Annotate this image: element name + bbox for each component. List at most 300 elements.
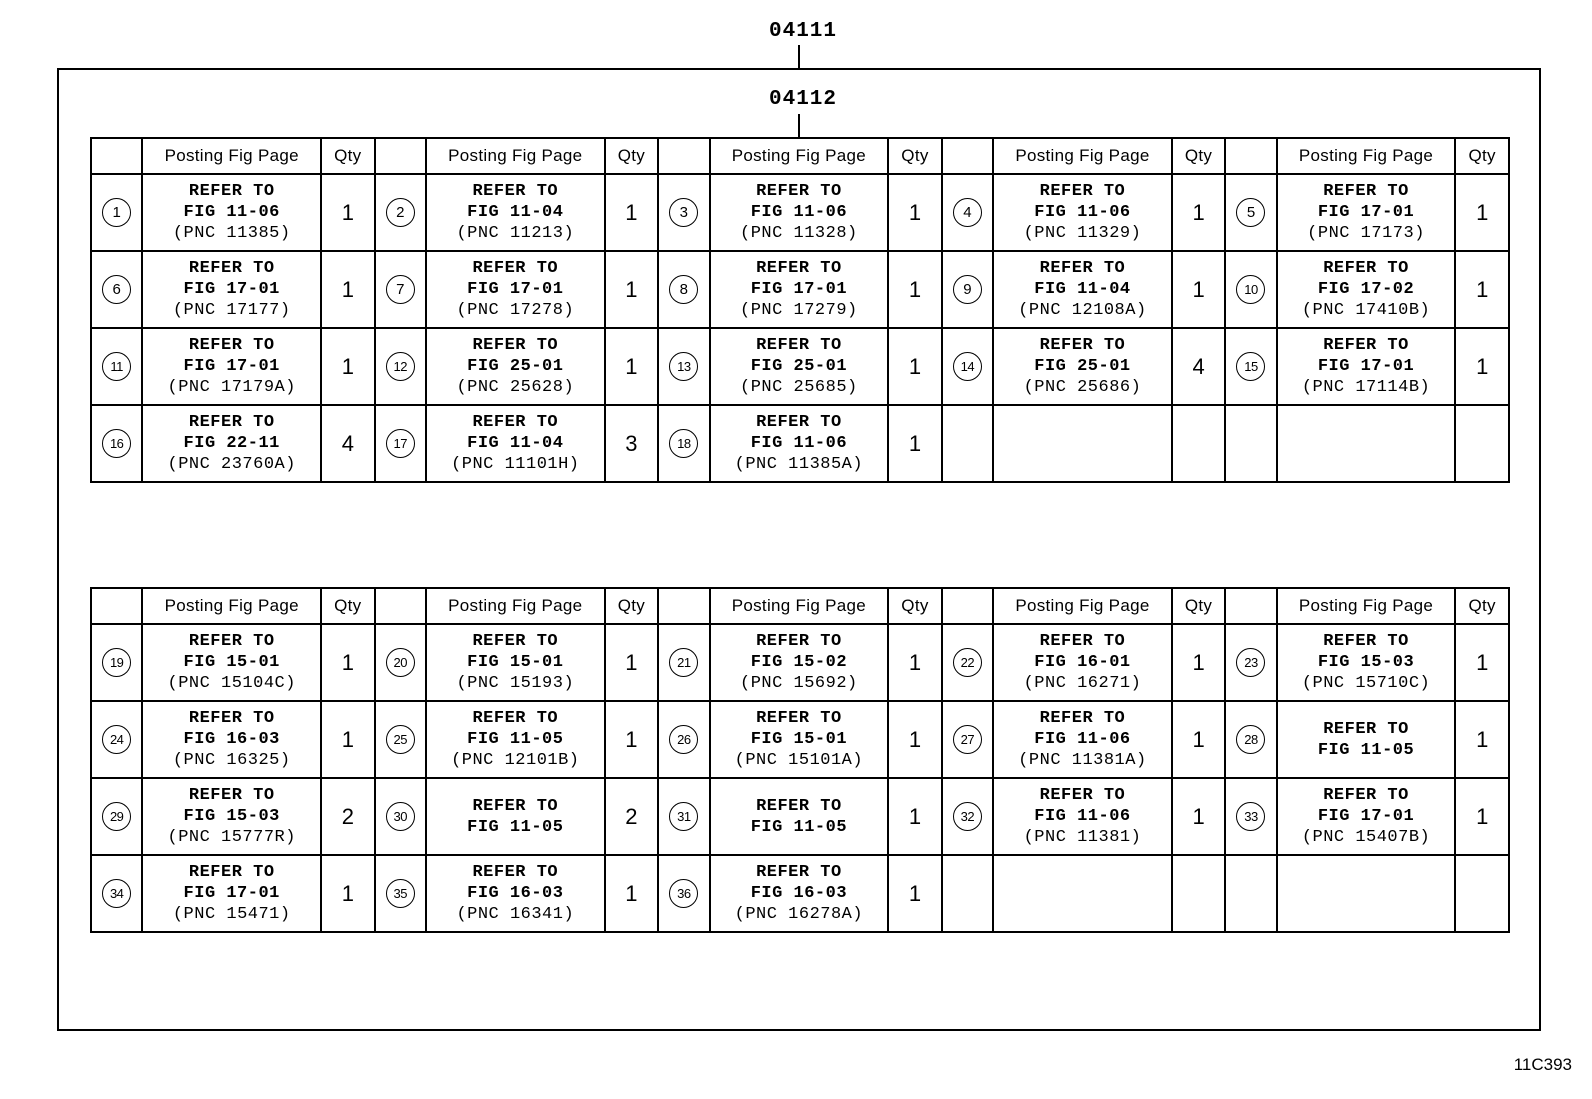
refer-to-text: REFER TO xyxy=(188,182,275,201)
refer-to-text: REFER TO xyxy=(1039,259,1126,278)
posting-ref-cell xyxy=(1277,701,1456,778)
item-number-circle: 25 xyxy=(386,725,415,754)
fig-page-text: FIG 15-03 xyxy=(183,807,280,826)
header-qty: Qty xyxy=(1455,138,1509,174)
posting-ref-cell xyxy=(142,251,321,328)
qty-value: 1 xyxy=(1192,199,1205,225)
item-number-cell xyxy=(1225,251,1276,328)
qty-value: 1 xyxy=(908,880,922,906)
refer-to-text: REFER TO xyxy=(1323,182,1409,201)
refer-to-text: REFER TO xyxy=(472,336,559,355)
pnc-text: (PNC 15104C) xyxy=(167,674,296,693)
qty-cell xyxy=(1455,701,1509,778)
item-number-circle: 18 xyxy=(669,429,698,458)
qty-cell xyxy=(1172,328,1226,405)
refer-to-text: REFER TO xyxy=(472,796,559,816)
posting-ref-cell xyxy=(993,778,1172,855)
qty-value: 2 xyxy=(625,803,638,829)
pnc-text: (PNC 11385A) xyxy=(734,455,864,474)
qty-cell xyxy=(605,855,659,932)
posting-ref-cell xyxy=(710,251,889,328)
item-number-cell xyxy=(375,855,426,932)
posting-ref-cell xyxy=(993,328,1172,405)
header-index-cell xyxy=(1225,138,1276,174)
item-number-circle: 1 xyxy=(102,198,131,227)
item-number-cell xyxy=(658,624,709,701)
item-number-circle: 4 xyxy=(953,198,982,227)
pnc-text: (PNC 15471) xyxy=(172,905,291,924)
header-qty: Qty xyxy=(1172,138,1226,174)
item-number-cell xyxy=(1225,328,1276,405)
pnc-text: (PNC 11328) xyxy=(740,224,858,243)
qty-value: 1 xyxy=(341,880,354,906)
item-number-circle: 7 xyxy=(386,275,415,304)
item-number-circle: 22 xyxy=(953,648,982,677)
qty-cell xyxy=(321,778,375,855)
posting-ref-cell xyxy=(1277,624,1456,701)
pnc-text: (PNC 17173) xyxy=(1307,224,1425,243)
header-qty: Qty xyxy=(321,138,375,174)
refer-to-text: REFER TO xyxy=(1323,786,1409,805)
fig-page-text: FIG 11-06 xyxy=(1034,730,1131,749)
fig-page-text: FIG 11-04 xyxy=(1034,280,1131,299)
fig-page-text: FIG 15-01 xyxy=(750,730,848,749)
fig-page-text: FIG 17-01 xyxy=(750,280,848,299)
posting-ref-cell xyxy=(426,624,605,701)
item-number-cell xyxy=(91,778,142,855)
parts-table-lower xyxy=(90,587,1510,933)
fig-page-text: FIG 11-05 xyxy=(467,817,564,837)
fig-page-text: FIG 17-01 xyxy=(467,280,564,299)
refer-to-text: REFER TO xyxy=(188,863,275,882)
item-number-cell xyxy=(942,405,993,482)
fig-page-text: FIG 15-01 xyxy=(467,653,564,672)
item-number-cell xyxy=(658,778,709,855)
pnc-text: (PNC 11213) xyxy=(456,224,575,243)
item-number-circle: 10 xyxy=(1236,275,1265,304)
item-number-cell xyxy=(91,174,142,251)
item-number-cell xyxy=(658,701,709,778)
posting-ref-cell xyxy=(993,855,1172,932)
header-index-cell xyxy=(1225,588,1276,624)
header-posting-fig-page: Posting Fig Page xyxy=(1277,138,1456,174)
header-qty: Qty xyxy=(888,588,942,624)
qty-value: 1 xyxy=(341,649,354,675)
fig-page-text: FIG 11-05 xyxy=(750,817,848,837)
fig-page-text: FIG 16-03 xyxy=(467,884,564,903)
posting-ref-cell xyxy=(1277,778,1456,855)
header-index-cell xyxy=(658,138,709,174)
header-index-cell xyxy=(91,588,142,624)
item-number-circle: 26 xyxy=(669,725,698,754)
qty-cell xyxy=(888,778,942,855)
qty-cell xyxy=(1172,405,1226,482)
qty-cell xyxy=(1172,174,1226,251)
header-posting-fig-page: Posting Fig Page xyxy=(142,138,321,174)
item-number-cell xyxy=(942,624,993,701)
posting-ref-cell xyxy=(993,701,1172,778)
leader-line-outer xyxy=(798,45,800,68)
qty-value: 1 xyxy=(625,880,638,906)
header-qty: Qty xyxy=(605,588,659,624)
qty-cell xyxy=(1455,855,1509,932)
item-number-circle: 5 xyxy=(1236,198,1265,227)
qty-value: 2 xyxy=(341,803,354,829)
header-index-cell xyxy=(375,588,426,624)
pnc-text: (PNC 16341) xyxy=(456,905,575,924)
pnc-text: (PNC 12101B) xyxy=(451,751,580,770)
refer-to-text: REFER TO xyxy=(756,796,842,816)
qty-value: 1 xyxy=(341,199,354,225)
item-number-circle: 29 xyxy=(102,802,131,831)
posting-ref-cell xyxy=(426,328,605,405)
pnc-text: (PNC 15692) xyxy=(740,674,858,693)
header-index-cell xyxy=(658,588,709,624)
table-row xyxy=(91,328,1509,405)
qty-value: 1 xyxy=(341,353,354,379)
qty-cell xyxy=(888,328,942,405)
item-number-cell xyxy=(942,328,993,405)
header-posting-fig-page: Posting Fig Page xyxy=(142,588,321,624)
posting-ref-cell xyxy=(426,251,605,328)
qty-cell xyxy=(321,405,375,482)
qty-value: 1 xyxy=(341,276,354,302)
qty-cell xyxy=(321,328,375,405)
fig-page-text: FIG 17-01 xyxy=(183,884,280,903)
pnc-text: (PNC 11381A) xyxy=(1018,751,1147,770)
fig-page-text: FIG 15-02 xyxy=(750,653,848,672)
refer-to-text: REFER TO xyxy=(472,259,559,278)
header-posting-fig-page: Posting Fig Page xyxy=(710,588,889,624)
posting-ref-cell xyxy=(993,251,1172,328)
posting-ref-cell xyxy=(710,624,889,701)
posting-ref-cell xyxy=(710,701,889,778)
table-row xyxy=(91,405,1509,482)
qty-value: 1 xyxy=(1476,649,1489,675)
item-number-circle: 12 xyxy=(386,352,415,381)
qty-cell xyxy=(1455,778,1509,855)
qty-value: 1 xyxy=(1476,353,1489,379)
item-number-cell xyxy=(91,855,142,932)
item-number-cell xyxy=(658,328,709,405)
item-number-circle: 8 xyxy=(669,275,698,304)
pnc-text: (PNC 12108A) xyxy=(1018,301,1147,320)
table-row xyxy=(91,701,1509,778)
pnc-text: (PNC 11385) xyxy=(172,224,291,243)
pnc-text: (PNC 11329) xyxy=(1023,224,1142,243)
fig-page-text: FIG 17-01 xyxy=(1317,357,1415,376)
table-row xyxy=(91,855,1509,932)
fig-page-text: FIG 11-04 xyxy=(467,203,564,222)
item-number-cell xyxy=(91,251,142,328)
fig-page-text: FIG 15-01 xyxy=(183,653,280,672)
header-row xyxy=(91,138,1509,174)
posting-ref-cell xyxy=(1277,174,1456,251)
qty-value: 1 xyxy=(625,199,638,225)
qty-cell xyxy=(888,405,942,482)
item-number-circle: 20 xyxy=(386,648,415,677)
qty-value: 1 xyxy=(908,726,922,752)
pnc-text: (PNC 11381) xyxy=(1023,828,1142,847)
item-number-circle: 15 xyxy=(1236,352,1265,381)
item-number-cell xyxy=(91,405,142,482)
item-number-cell xyxy=(375,328,426,405)
refer-to-text: REFER TO xyxy=(1039,786,1126,805)
qty-cell xyxy=(1455,405,1509,482)
pnc-text: (PNC 16325) xyxy=(172,751,291,770)
item-number-cell xyxy=(1225,405,1276,482)
item-number-circle: 36 xyxy=(669,879,698,908)
qty-value: 1 xyxy=(625,649,638,675)
pnc-text: (PNC 17279) xyxy=(740,301,858,320)
pnc-text: (PNC 15101A) xyxy=(734,751,864,770)
item-number-cell xyxy=(375,405,426,482)
refer-to-text: REFER TO xyxy=(472,709,559,728)
posting-ref-cell xyxy=(1277,251,1456,328)
refer-to-text: REFER TO xyxy=(188,413,275,432)
refer-to-text: REFER TO xyxy=(1323,336,1409,355)
refer-to-text: REFER TO xyxy=(188,632,275,651)
item-number-circle: 27 xyxy=(953,725,982,754)
refer-to-text: REFER TO xyxy=(1039,709,1126,728)
item-number-cell xyxy=(942,855,993,932)
pnc-text: (PNC 17179A) xyxy=(167,378,296,397)
refer-to-text: REFER TO xyxy=(188,259,275,278)
header-posting-fig-page: Posting Fig Page xyxy=(993,588,1172,624)
pnc-text: (PNC 25628) xyxy=(456,378,575,397)
refer-to-text: REFER TO xyxy=(472,413,559,432)
item-number-circle: 34 xyxy=(102,879,131,908)
qty-cell xyxy=(888,174,942,251)
item-number-cell xyxy=(942,251,993,328)
item-number-circle: 3 xyxy=(669,198,698,227)
item-number-cell xyxy=(658,855,709,932)
fig-page-text: FIG 16-01 xyxy=(1034,653,1131,672)
qty-cell xyxy=(321,855,375,932)
posting-ref-cell xyxy=(710,174,889,251)
header-qty: Qty xyxy=(888,138,942,174)
posting-ref-cell xyxy=(426,174,605,251)
qty-cell xyxy=(605,174,659,251)
posting-ref-cell xyxy=(710,405,889,482)
qty-cell xyxy=(321,174,375,251)
item-number-cell xyxy=(91,328,142,405)
refer-to-text: REFER TO xyxy=(1039,182,1126,201)
fig-page-text: FIG 11-04 xyxy=(467,434,564,453)
item-number-circle: 6 xyxy=(102,275,131,304)
qty-cell xyxy=(605,701,659,778)
qty-cell xyxy=(888,701,942,778)
refer-to-text: REFER TO xyxy=(188,709,275,728)
fig-page-text: FIG 17-01 xyxy=(183,280,280,299)
figure-code: 11C393 xyxy=(1513,1055,1572,1074)
refer-to-text: REFER TO xyxy=(1323,259,1409,278)
table-row xyxy=(91,624,1509,701)
posting-ref-cell xyxy=(426,778,605,855)
qty-value: 1 xyxy=(908,803,922,829)
qty-value: 1 xyxy=(908,353,922,379)
posting-ref-cell xyxy=(142,174,321,251)
qty-cell xyxy=(605,328,659,405)
fig-page-text: FIG 25-01 xyxy=(467,357,564,376)
item-number-cell xyxy=(1225,174,1276,251)
pnc-text: (PNC 17410B) xyxy=(1301,301,1431,320)
qty-value: 1 xyxy=(625,726,638,752)
posting-ref-cell xyxy=(710,328,889,405)
item-number-cell xyxy=(658,174,709,251)
table-row xyxy=(91,174,1509,251)
refer-to-text: REFER TO xyxy=(756,863,842,882)
pnc-text: (PNC 16271) xyxy=(1023,674,1142,693)
pnc-text: (PNC 15193) xyxy=(456,674,575,693)
assembly-label-outer: 04111 xyxy=(769,20,838,43)
qty-value: 1 xyxy=(341,726,354,752)
qty-value: 1 xyxy=(1476,199,1489,225)
pnc-text: (PNC 15407B) xyxy=(1301,828,1431,847)
item-number-cell xyxy=(942,701,993,778)
qty-cell xyxy=(1455,174,1509,251)
item-number-circle: 11 xyxy=(102,352,131,381)
qty-cell xyxy=(888,624,942,701)
item-number-cell xyxy=(375,251,426,328)
header-posting-fig-page: Posting Fig Page xyxy=(1277,588,1456,624)
refer-to-text: REFER TO xyxy=(188,786,275,805)
item-number-circle: 33 xyxy=(1236,802,1265,831)
table-row xyxy=(91,251,1509,328)
assembly-label-inner: 04112 xyxy=(769,88,838,111)
refer-to-text: REFER TO xyxy=(756,413,842,432)
pnc-text: (PNC 15710C) xyxy=(1301,674,1431,693)
posting-ref-cell xyxy=(142,624,321,701)
fig-page-text: FIG 11-05 xyxy=(467,730,564,749)
item-number-cell xyxy=(942,778,993,855)
posting-ref-cell xyxy=(142,855,321,932)
qty-cell xyxy=(1172,855,1226,932)
posting-ref-cell xyxy=(993,624,1172,701)
fig-page-text: FIG 16-03 xyxy=(750,884,848,903)
qty-value: 3 xyxy=(625,430,638,456)
refer-to-text: REFER TO xyxy=(1039,336,1126,355)
posting-ref-cell xyxy=(142,328,321,405)
pnc-text: (PNC 23760A) xyxy=(167,455,296,474)
qty-value: 1 xyxy=(1192,276,1205,302)
item-number-cell xyxy=(1225,701,1276,778)
refer-to-text: REFER TO xyxy=(1323,632,1409,651)
fig-page-text: FIG 11-06 xyxy=(750,203,848,222)
qty-value: 1 xyxy=(1476,726,1489,752)
header-posting-fig-page: Posting Fig Page xyxy=(710,138,889,174)
refer-to-text: REFER TO xyxy=(1323,719,1409,739)
fig-page-text: FIG 17-02 xyxy=(1317,280,1415,299)
qty-value: 1 xyxy=(1192,649,1205,675)
fig-page-text: FIG 25-01 xyxy=(750,357,848,376)
posting-ref-cell xyxy=(1277,855,1456,932)
item-number-circle: 30 xyxy=(386,802,415,831)
header-posting-fig-page: Posting Fig Page xyxy=(993,138,1172,174)
item-number-cell xyxy=(91,701,142,778)
item-number-circle: 28 xyxy=(1236,725,1265,754)
refer-to-text: REFER TO xyxy=(472,632,559,651)
item-number-cell xyxy=(1225,624,1276,701)
refer-to-text: REFER TO xyxy=(756,336,842,355)
posting-ref-cell xyxy=(142,701,321,778)
posting-ref-cell xyxy=(1277,405,1456,482)
qty-cell xyxy=(321,251,375,328)
qty-cell xyxy=(888,855,942,932)
qty-value: 1 xyxy=(908,649,922,675)
qty-value: 4 xyxy=(341,430,354,456)
posting-ref-cell xyxy=(426,405,605,482)
item-number-cell xyxy=(942,174,993,251)
refer-to-text: REFER TO xyxy=(1039,632,1126,651)
item-number-circle: 16 xyxy=(102,429,131,458)
item-number-circle: 32 xyxy=(953,802,982,831)
qty-cell xyxy=(605,405,659,482)
fig-page-text: FIG 11-06 xyxy=(1034,807,1131,826)
header-qty: Qty xyxy=(1172,588,1226,624)
item-number-circle: 23 xyxy=(1236,648,1265,677)
item-number-circle: 2 xyxy=(386,198,415,227)
pnc-text: (PNC 25685) xyxy=(740,378,858,397)
item-number-circle: 9 xyxy=(953,275,982,304)
refer-to-text: REFER TO xyxy=(756,632,842,651)
fig-page-text: FIG 11-05 xyxy=(1317,740,1415,760)
pnc-text: (PNC 17177) xyxy=(172,301,291,320)
item-number-cell xyxy=(1225,778,1276,855)
qty-cell xyxy=(1172,778,1226,855)
qty-value: 1 xyxy=(908,430,922,456)
qty-value: 1 xyxy=(1192,726,1205,752)
item-number-cell xyxy=(375,624,426,701)
pnc-text: (PNC 17278) xyxy=(456,301,575,320)
item-number-circle: 14 xyxy=(953,352,982,381)
qty-cell xyxy=(1172,624,1226,701)
qty-value: 1 xyxy=(625,353,638,379)
posting-ref-cell xyxy=(710,855,889,932)
posting-ref-cell xyxy=(142,405,321,482)
qty-cell xyxy=(321,701,375,778)
item-number-cell xyxy=(91,624,142,701)
posting-ref-cell xyxy=(142,778,321,855)
posting-ref-cell xyxy=(993,174,1172,251)
leader-line-inner xyxy=(798,114,800,138)
item-number-circle: 24 xyxy=(102,725,131,754)
fig-page-text: FIG 11-06 xyxy=(1034,203,1131,222)
qty-cell xyxy=(605,251,659,328)
table-row xyxy=(91,778,1509,855)
refer-to-text: REFER TO xyxy=(756,259,842,278)
posting-ref-cell xyxy=(426,855,605,932)
qty-value: 1 xyxy=(1476,276,1489,302)
fig-page-text: FIG 17-01 xyxy=(183,357,280,376)
item-number-cell xyxy=(375,174,426,251)
item-number-circle: 13 xyxy=(669,352,698,381)
header-index-cell xyxy=(942,138,993,174)
item-number-cell xyxy=(375,778,426,855)
qty-cell xyxy=(1455,328,1509,405)
fig-page-text: FIG 15-03 xyxy=(1317,653,1415,672)
posting-ref-cell xyxy=(993,405,1172,482)
pnc-text: (PNC 11101H) xyxy=(451,455,580,474)
refer-to-text: REFER TO xyxy=(472,182,559,201)
posting-ref-cell xyxy=(1277,328,1456,405)
header-qty: Qty xyxy=(321,588,375,624)
qty-value: 4 xyxy=(1192,353,1205,379)
header-row xyxy=(91,588,1509,624)
qty-value: 1 xyxy=(908,199,922,225)
pnc-text: (PNC 15777R) xyxy=(167,828,296,847)
header-posting-fig-page: Posting Fig Page xyxy=(426,138,605,174)
